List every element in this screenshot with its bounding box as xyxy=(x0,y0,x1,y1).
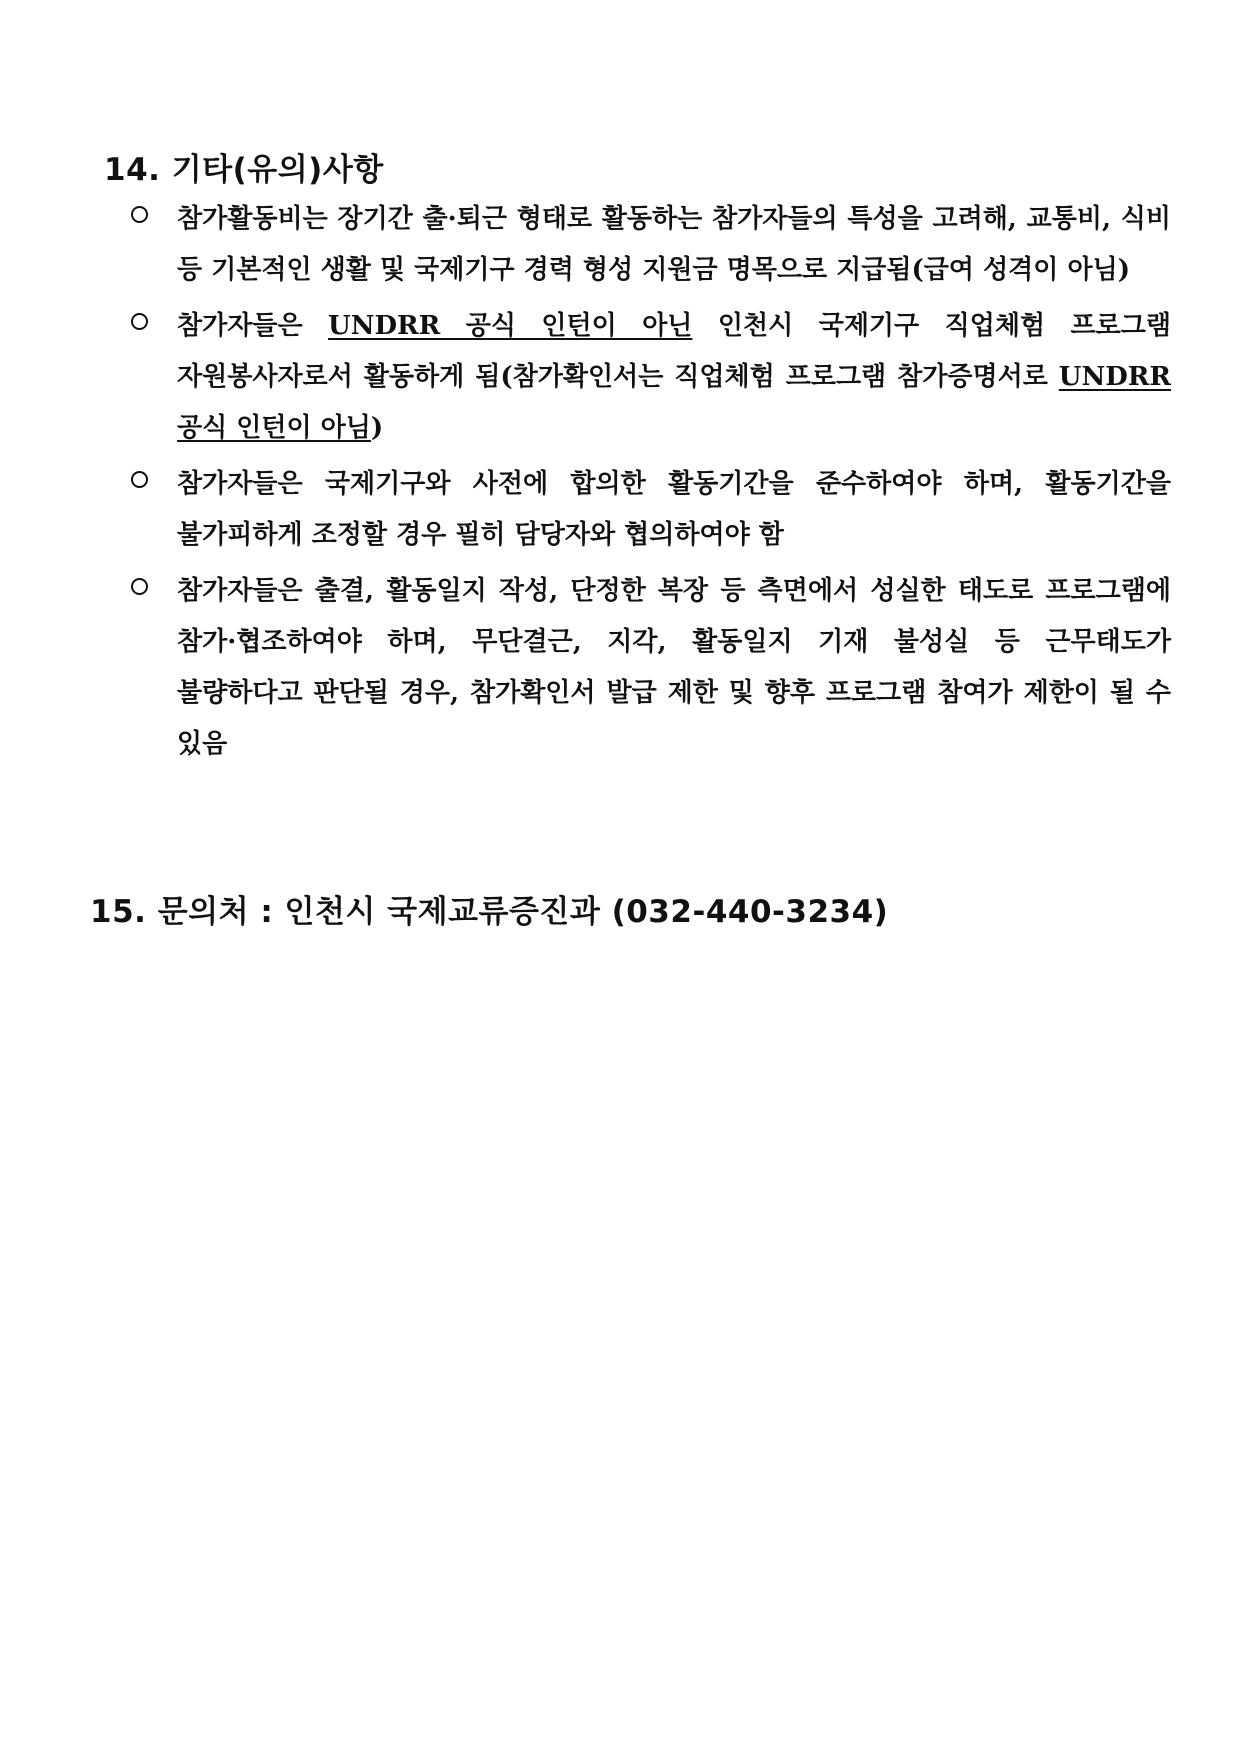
underlined-emphasis: UNDRR 공식 인턴이 아닌 xyxy=(328,311,693,341)
notice-text: 참가자들은 국제기구와 사전에 합의한 활동기간을 준수하여야 하며, 활동기간을 불가피하게 조정할 경우 필히 담당자와 협의하여야 함 xyxy=(177,469,1171,550)
notice-text: 참가활동비는 장기간 출·퇴근 형태로 활동하는 참가자들의 특성을 고려해, 교통비, 식비 등 기본적인 생활 및 국제기구 경력 형성 지원금 명목으로 지급됨(급여 성격이 아님) xyxy=(177,204,1171,285)
notice-text: 참가자들은 UNDRR 공식 인턴이 아닌 인천시 국제기구 직업체험 프로그램 자원봉사자로서 활동하게 됨(참가확인서는 직업체험 프로그램 참가증명서로 UNDRR 공식 인턴이 아님) xyxy=(177,311,1172,443)
notice-item-status xyxy=(131,301,1171,454)
notice-item-period xyxy=(131,459,1171,561)
notice-text: 참가자들은 출결, 활동일지 작성, 단정한 복장 등 측면에서 성실한 태도로 프로그램에 참가·협조하여야 하며, 무단결근, 지각, 활동일지 기재 불성실 등 근무태도가 불량하다고 판단될 경우, 참가확인서 발급 제한 및 향후 프로그램 참여가 제한이 될 수 있음 xyxy=(177,576,1171,759)
circle-bullet-icon xyxy=(131,313,148,330)
underlined-emphasis: UNDRR 공식 인턴이 아님 xyxy=(177,362,1171,443)
circle-bullet-icon xyxy=(131,578,148,595)
circle-bullet-icon xyxy=(131,206,148,223)
notice-item-allowance xyxy=(131,194,1171,296)
circle-bullet-icon xyxy=(131,471,148,488)
section-15-contact-heading: 15. 문의처 : 인천시 국제교류증진과 (032-440-3234) xyxy=(90,894,889,930)
notice-item-conduct xyxy=(131,566,1171,770)
section-14-heading: 14. 기타(유의)사항 xyxy=(104,152,384,188)
notice-list xyxy=(131,194,1171,775)
